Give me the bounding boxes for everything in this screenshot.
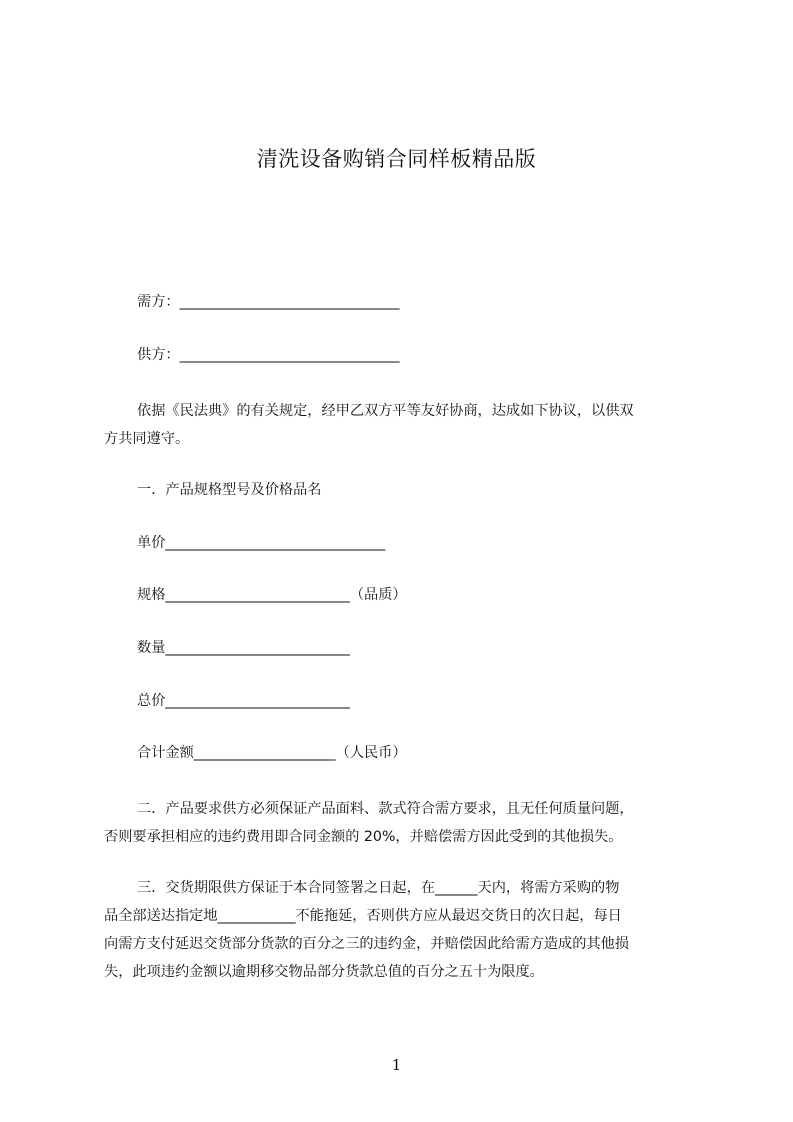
section-1-heading: 一．产品规格型号及价格品名 <box>137 482 322 498</box>
section-3-line-2: 品全部送达指定地___________不能拖延，否则供方应从最迟交货日的次日起，每日 <box>104 908 622 924</box>
section-3-line-3: 向需方支付延迟交货部分货款的百分之三的违约金，并赔偿因此给需方造成的其他损 <box>104 936 629 952</box>
section-2-paragraph <box>104 795 704 851</box>
intro-line-1: 依据《民法典》的有关规定，经甲乙双方平等友好协商，达成如下协议，以供双 <box>137 403 634 419</box>
intro-line-2: 方共同遵守。 <box>104 431 190 447</box>
section-3-paragraph <box>104 874 704 986</box>
sum-amount-line: 合计金额____________________（人民币） <box>137 745 407 761</box>
document-title: 清洗设备购销合同样板精品版 <box>256 147 537 171</box>
quantity-line: 数量__________________________ <box>137 640 350 656</box>
total-price-line: 总价__________________________ <box>137 693 350 709</box>
unit-price-line: 单价_______________________________ <box>137 535 386 551</box>
page-number: 1 <box>391 1056 402 1074</box>
section-3-line-4: 失，此项违约金额以逾期移交物品部分货款总值的百分之五十为限度。 <box>104 964 544 980</box>
intro-paragraph <box>104 397 704 453</box>
section-2-line-2: 否则要承担相应的违约费用即合同金额的 20%，并赔偿需方因此受到的其他损失。 <box>104 829 623 845</box>
section-2-line-1: 二．产品要求供方必须保证产品面料、款式符合需方要求，且无任何质量问题， <box>137 801 634 817</box>
seller-line: 供方：_______________________________ <box>137 347 400 363</box>
buyer-line: 需方：_______________________________ <box>137 294 400 310</box>
section-3-line-1: 三．交货期限供方保证于本合同签署之日起，在______天内，将需方采购的物 <box>137 880 620 896</box>
spec-line: 规格__________________________（品质） <box>137 587 407 603</box>
